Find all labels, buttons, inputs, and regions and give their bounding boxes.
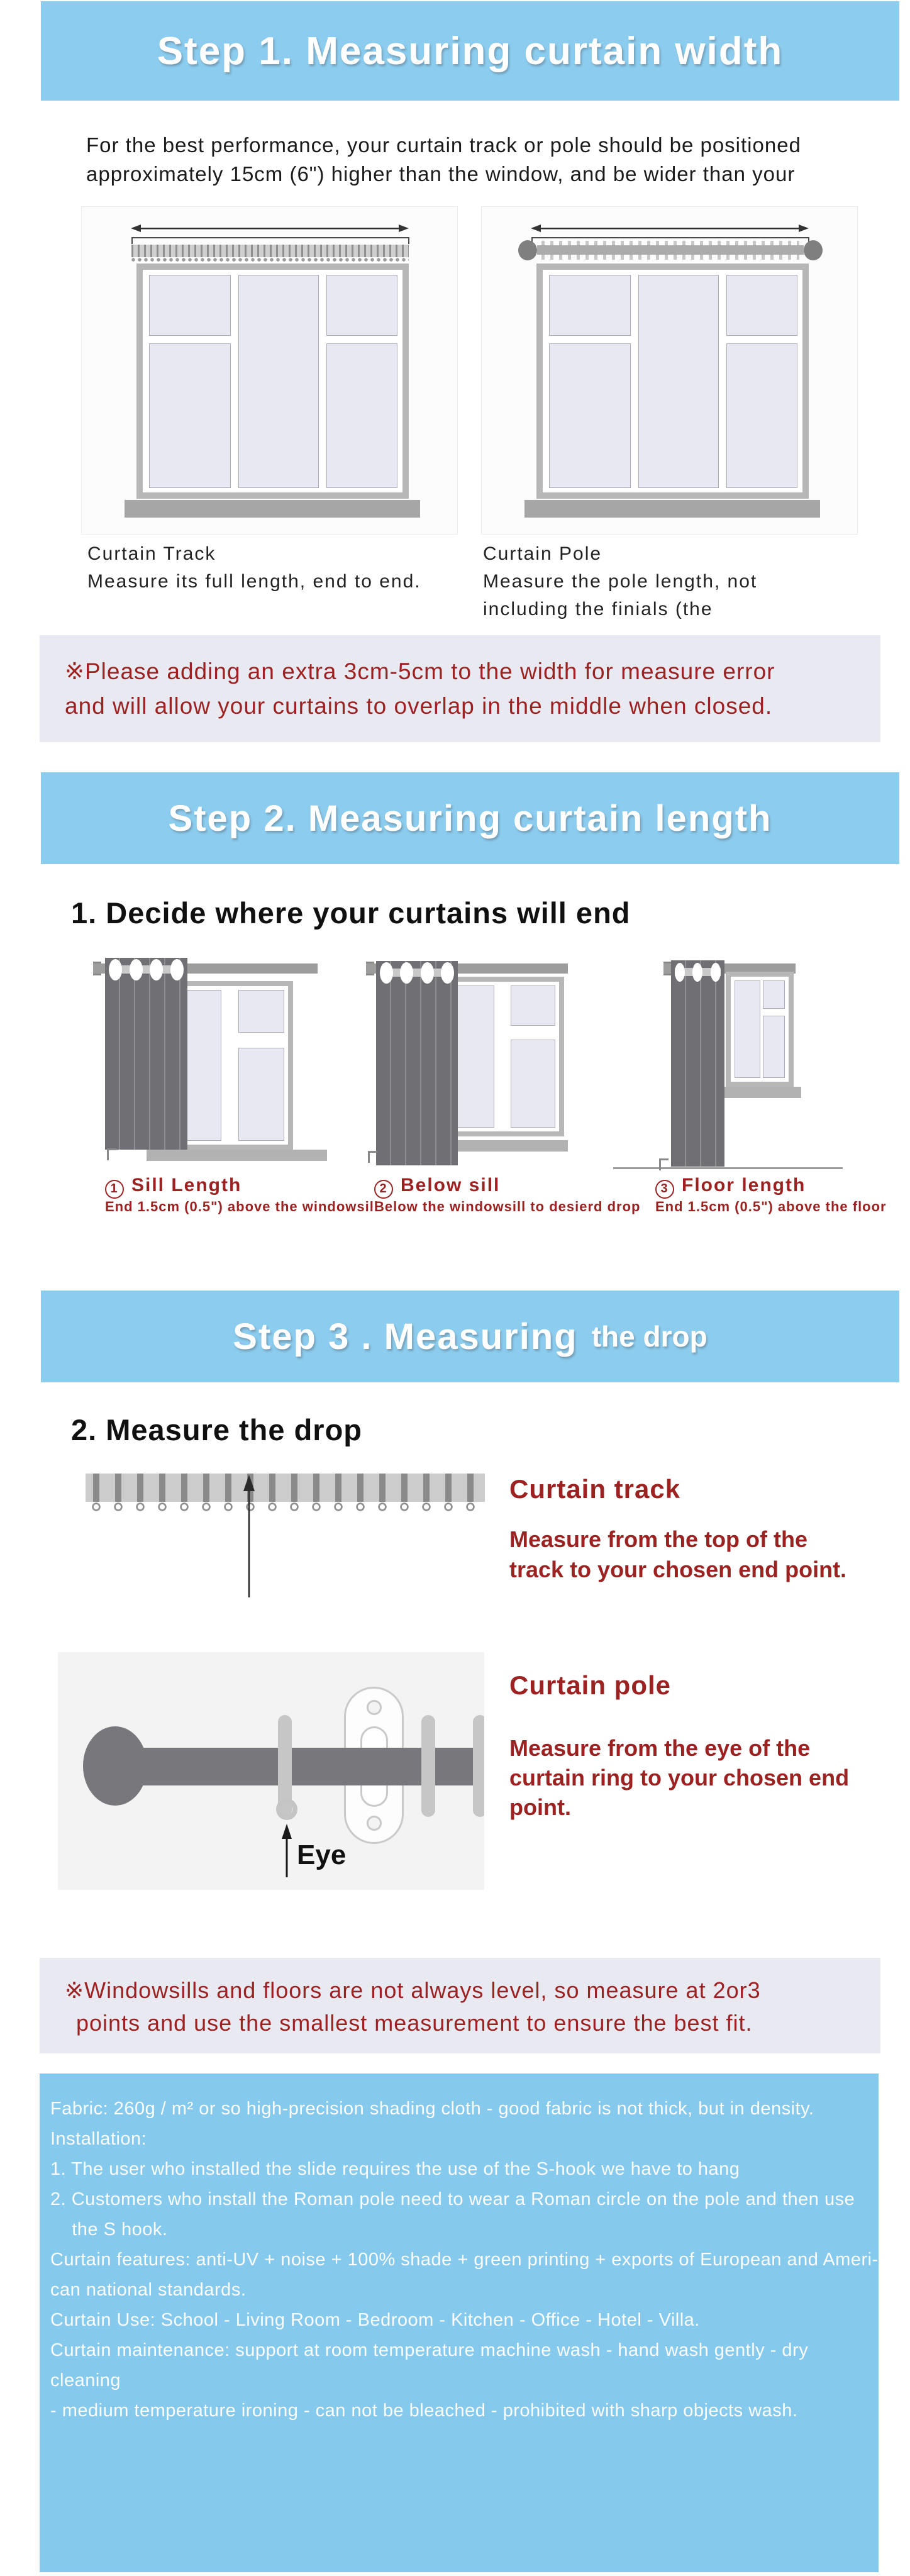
caption-floor-length	[655, 1175, 806, 1199]
window-pane	[549, 275, 631, 336]
measure-tick	[107, 1148, 116, 1160]
grommet-icon	[109, 959, 122, 980]
window-pane	[735, 980, 760, 1078]
curtain-track-figure	[81, 206, 458, 535]
window	[536, 264, 809, 499]
grommet-icon	[130, 959, 143, 980]
info-install-2: 2. Customers who install the Roman pole need to wear a Roman circle on the pole and then use	[50, 2189, 855, 2209]
caption-title: Floor length	[682, 1175, 806, 1196]
step1-intro-line2: approximately 15cm (6") higher than the window, and be wider than your	[86, 162, 796, 186]
step3-banner-title: Step 3 . Measuring	[233, 1316, 578, 1357]
window-sill	[125, 500, 420, 518]
info-installation: Installation:	[50, 2129, 147, 2149]
info-use: Curtain Use: School - Living Room - Bedroom - Kitchen - Office - Hotel - Villa.	[50, 2310, 700, 2330]
window-pane	[149, 275, 231, 336]
window-sill	[721, 1087, 801, 1098]
step3-banner-subtitle: the drop	[591, 1320, 707, 1353]
grommet-icon	[170, 959, 184, 980]
grommet-icon	[400, 962, 413, 984]
curtain-track-hooks	[86, 1502, 485, 1513]
level-note	[40, 1958, 880, 2053]
width-arrow-icon	[131, 223, 409, 233]
step2-banner	[41, 772, 899, 864]
caption-title: Below sill	[401, 1175, 501, 1196]
grommet-icon	[692, 963, 702, 982]
window-pane	[238, 275, 319, 488]
caption-title: Sill Length	[131, 1175, 242, 1196]
window-pane	[763, 1016, 785, 1078]
pole-desc-line1: Measure the pole length, not	[483, 571, 758, 592]
pole-finial-ball	[83, 1726, 147, 1806]
pole-drop-desc-line1: Measure from the eye of the	[509, 1735, 811, 1761]
circled-number: 3	[655, 1180, 674, 1199]
window-pane	[511, 985, 555, 1026]
product-info-panel	[40, 2074, 879, 2572]
window-inner	[731, 977, 789, 1082]
circled-number: 2	[374, 1180, 393, 1199]
pole-label: Curtain Pole	[483, 543, 602, 564]
info-install-1: 1. The user who installed the slide requires the use of the S-hook we have to hang	[50, 2159, 740, 2179]
window-inner	[543, 270, 802, 492]
track-label: Curtain Track	[87, 543, 216, 564]
window	[726, 972, 794, 1087]
grommet-icon	[421, 962, 434, 984]
caption-sill-length-desc: End 1.5cm (0.5") above the windowsill	[105, 1199, 379, 1214]
curtain-pole-figure	[481, 206, 858, 535]
width-note-line2: and will allow your curtains to overlap in the middle when closed.	[65, 693, 773, 719]
window	[136, 264, 409, 499]
caption-below-sill-desc: Below the windowsill to desierd drop	[374, 1199, 641, 1214]
caption-floor-length-desc: End 1.5cm (0.5") above the floor	[655, 1199, 887, 1214]
window-pane	[763, 980, 785, 1009]
step1-banner	[41, 1, 899, 101]
step1-intro-line1: For the best performance, your curtain track or pole should be positioned	[86, 133, 801, 157]
curtain-pole-bar	[537, 245, 804, 255]
step2-heading: 1. Decide where your curtains will end	[71, 896, 631, 930]
measure-tick	[659, 1158, 669, 1170]
curtain-ring	[473, 1715, 484, 1817]
window-pane	[726, 275, 797, 336]
ring-eye-icon	[276, 1799, 297, 1820]
pole-finial-right	[804, 240, 823, 260]
window-sill	[147, 1150, 327, 1161]
curtain-header	[105, 958, 187, 982]
window-pane	[149, 343, 231, 488]
grommet-icon	[711, 963, 721, 982]
curtain-ring	[421, 1715, 435, 1817]
pole-desc-line2: including the finials (the	[483, 599, 713, 619]
curtain-header	[376, 961, 458, 985]
measure-bracket	[131, 237, 409, 244]
window-pane	[726, 343, 797, 488]
window-pane	[238, 1048, 284, 1141]
info-maintenance-2: - medium temperature ironing - can not be bleached - prohibited with sharp objects wash.	[50, 2401, 798, 2421]
pole-finial-left	[518, 240, 537, 260]
window-pane	[238, 990, 284, 1033]
grommet-icon	[380, 962, 393, 984]
width-arrow-icon	[531, 223, 809, 233]
width-note-line1: ※Please adding an extra 3cm-5cm to the width for measure error	[65, 658, 775, 684]
pole-drop-desc-line3: point.	[509, 1794, 571, 1820]
curtain-panel	[376, 961, 458, 1165]
curtain-track-hooks	[131, 257, 409, 263]
window-pane	[638, 275, 719, 488]
circled-number: 1	[105, 1180, 124, 1199]
measure-tick	[368, 1151, 377, 1163]
info-features-2: can national standards.	[50, 2280, 247, 2300]
eye-arrow-icon	[280, 1824, 294, 1880]
track-drop-label: Curtain track	[509, 1474, 681, 1504]
grommet-icon	[150, 959, 163, 980]
curtain-panel	[105, 958, 187, 1150]
eye-label: Eye	[297, 1840, 347, 1870]
step1-banner-title: Step 1. Measuring curtain width	[157, 29, 784, 73]
curtain-pole-drop-figure	[58, 1652, 484, 1890]
window-pane	[549, 343, 631, 488]
width-note	[40, 635, 880, 742]
window-inner	[143, 270, 402, 492]
curtain-header	[671, 960, 724, 984]
step3-heading: 2. Measure the drop	[71, 1413, 362, 1446]
info-install-2b: the S hook.	[50, 2219, 168, 2240]
grommet-icon	[675, 963, 685, 982]
step3-banner	[41, 1291, 899, 1382]
window-pane	[511, 1040, 555, 1128]
track-desc: Measure its full length, end to end.	[87, 571, 421, 592]
caption-below-sill	[374, 1175, 500, 1199]
drop-arrow-icon	[242, 1475, 256, 1601]
curtain-track-bar	[86, 1474, 485, 1502]
window-pane	[326, 343, 397, 488]
info-features: Curtain features: anti-UV + noise + 100% shade + green printing + exports of European and Ameri-	[50, 2250, 879, 2270]
window-sill	[524, 500, 820, 518]
info-fabric: Fabric: 260g / m² or so high-precision shading cloth - good fabric is not thick, but in density.	[50, 2099, 814, 2119]
pole-drop-label: Curtain pole	[509, 1670, 672, 1700]
curtain-track-bar	[131, 245, 409, 257]
level-note-line1: ※Windowsills and floors are not always level, so measure at 2or3	[65, 1977, 761, 2003]
grommet-icon	[441, 962, 454, 984]
step2-banner-title: Step 2. Measuring curtain length	[168, 797, 772, 839]
curtain-panel	[671, 960, 724, 1167]
caption-sill-length	[105, 1175, 241, 1199]
floor-line	[613, 1167, 843, 1169]
track-drop-desc-line1: Measure from the top of the	[509, 1526, 808, 1552]
track-drop-desc-line2: track to your chosen end point.	[509, 1557, 847, 1582]
level-note-line2: points and use the smallest measurement to ensure the best fit.	[76, 2010, 753, 2036]
screw-hole-icon	[367, 1816, 382, 1831]
window-pane	[326, 275, 397, 336]
info-maintenance: Curtain maintenance: support at room temperature machine wash - hand wash gently - dry cleaning	[50, 2340, 814, 2390]
screw-hole-icon	[367, 1700, 382, 1715]
pole-drop-desc-line2: curtain ring to your chosen end	[509, 1765, 850, 1790]
